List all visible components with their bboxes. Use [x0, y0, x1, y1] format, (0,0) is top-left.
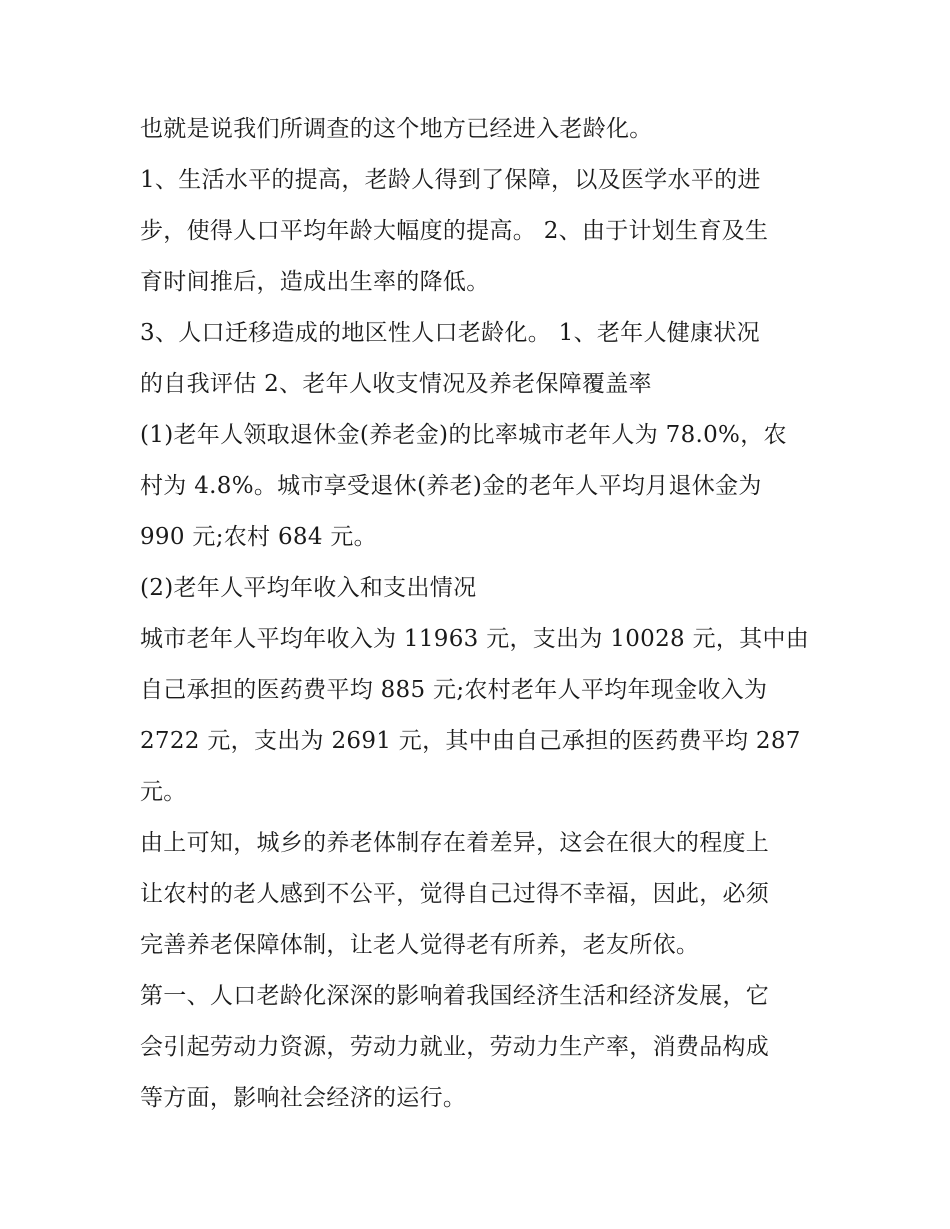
text-line: 育时间推后，造成出生率的降低。	[140, 269, 490, 295]
text-line: (1)老年人领取退休金(养老金)的比率城市老年人为 78.0%，农	[140, 422, 787, 448]
text-line: 1、生活水平的提高，老龄人得到了保障，以及医学水平的进	[140, 167, 761, 193]
text-line: 村为 4.8%。城市享受退休(养老)金的老年人平均月退休金为	[140, 473, 762, 499]
text-line: 第一、人口老龄化深深的影响着我国经济生活和经济发展，它	[140, 983, 770, 1009]
text-line: 2722 元，支出为 2691 元，其中由自己承担的医药费平均 287	[140, 728, 801, 754]
text-line: 由上可知，城乡的养老体制存在着差异，这会在很大的程度上	[140, 830, 770, 856]
text-line: 会引起劳动力资源，劳动力就业，劳动力生产率，消费品构成	[140, 1034, 770, 1060]
text-line: 让农村的老人感到不公平，觉得自己过得不幸福，因此，必须	[140, 881, 770, 907]
text-line: 城市老年人平均年收入为 11963 元，支出为 10028 元，其中由	[140, 626, 810, 652]
text-line: 也就是说我们所调查的这个地方已经进入老龄化。	[140, 116, 653, 142]
text-line: 步，使得人口平均年龄大幅度的提高。 2、由于计划生育及生	[140, 218, 769, 244]
text-line: 990 元;农村 684 元。	[140, 524, 377, 550]
text-line: (2)老年人平均年收入和支出情况	[140, 575, 477, 601]
text-line: 自己承担的医药费平均 885 元;农村老年人平均年现金收入为	[140, 677, 768, 703]
text-line: 的自我评估 2、老年人收支情况及养老保障覆盖率	[140, 371, 652, 397]
text-line: 元。	[140, 779, 187, 805]
document-body	[140, 104, 820, 1124]
text-line: 完善养老保障体制，让老人觉得老有所养，老友所依。	[140, 932, 700, 958]
text-line: 3、人口迁移造成的地区性人口老龄化。 1、老年人健康状况	[140, 320, 760, 346]
text-line: 等方面，影响社会经济的运行。	[140, 1085, 467, 1111]
